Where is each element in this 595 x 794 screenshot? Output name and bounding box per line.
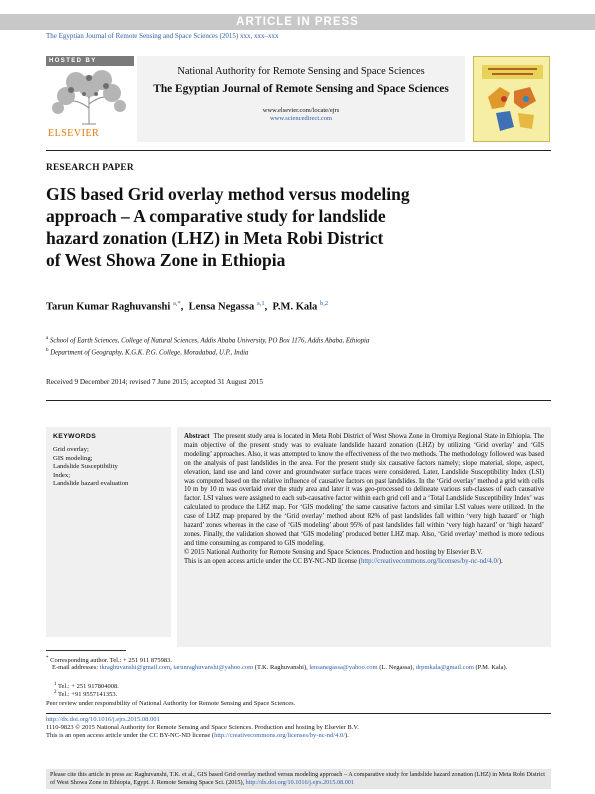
author-marks[interactable]: a,*: [172, 300, 181, 307]
abstract-box: [177, 427, 551, 647]
keywords-heading: KEYWORDS: [53, 433, 97, 440]
footnote-mark: 2: [54, 690, 57, 695]
author-list: Tarun Kumar Raghuvanshi $^{a,*}$, Lensa Negassa $^{a,1}$, P.M. Kala $^{b,2}$: [46, 300, 329, 313]
email-link[interactable]: lensanegassa@yahoo.com: [309, 664, 378, 671]
email-owner: (P.M. Kala).: [475, 664, 508, 671]
keyword-item: Landslide Susceptibility: [53, 463, 118, 470]
footnote-corresponding: * Corresponding author. Tel.: + 251 911 875983.: [46, 656, 172, 665]
author-name: P.M. Kala: [272, 301, 318, 313]
elsevier-tree-icon: [46, 68, 132, 126]
cover-art-icon: [474, 57, 550, 142]
hosted-by-label: HOSTED BY: [46, 56, 134, 66]
hosted-by-block: [46, 56, 134, 142]
affiliation-mark: a: [46, 336, 49, 341]
received-rule: [46, 400, 551, 401]
affiliation-b: [46, 348, 551, 356]
license-suffix: ).: [498, 557, 503, 565]
footnote-emails: E-mail addresses: tkraghuvanshi@gmail.com, tarunraghuvanshi@yahoo.com (T.K. Raghuvanshi), lensanegassa@yahoo.com (L. Negassa), drpmkala@gmail.com (P.M. Kala).: [52, 664, 508, 671]
keyword-item: Landslide hazard evaluation: [53, 480, 129, 487]
email-link[interactable]: tkraghuvanshi@gmail.com: [99, 664, 171, 671]
affiliation-text: Department of Geography, K.G.K. P.G. College, Moradabad, U.P., India: [50, 349, 249, 357]
keywords-box: [46, 427, 171, 637]
license-link[interactable]: http://creativecommons.org/licenses/by-nc-nd/4.0/: [214, 732, 345, 739]
elsevier-url[interactable]: www.elsevier.com/locate/ejrs: [262, 106, 340, 114]
tel2-text: Tel.: +91 9557141353.: [58, 691, 118, 699]
sciencedirect-url[interactable]: www.sciencedirect.com: [269, 114, 333, 122]
footer-separator: [46, 713, 551, 714]
email-link[interactable]: tarunraghuvanshi@yahoo.com: [173, 664, 254, 671]
abstract-label: Abstract: [184, 433, 210, 440]
header-rule: [46, 150, 551, 151]
tel1-text: Tel.: + 251 917804008.: [58, 683, 119, 691]
citation-text: Please cite this article in press as: Raghuvanshi, T.K. et al., GIS based Grid overlay method versus modeling approach – A comparative study for landslide hazard zonation (LHZ) in Meta Robi District of West Showa Zone in Ethiopia, Egypt. J. Remote Sensing Space Sci. (2015),: [50, 771, 545, 787]
title-line: of West Showa Zone in Ethiopia: [46, 250, 286, 270]
peer-review-note: Peer review under responsibility of National Authority for Remote Sensing and Space Sciences.: [46, 700, 296, 707]
journal-header-block: [137, 56, 465, 142]
abstract-text: The present study area is located in Meta Robi District of West Showa Zone in Oromiya Regional State in Ethiopia. The main objective of the present study was to evaluate landslide hazard zonation (LHZ) by utilizing ‘Grid overlay’ and ‘GIS modeling’ approaches. Also, it was attempted to know the effectiveness of the two methods. The methodology followed was based on the analysis of past landslides in the area. For the present study six causative factors namely; slope material, slope, aspect, elevation, land use and land cover and groundwater surface traces were considered. Later, Landslide Susceptibility Index (LSI) was computed based on the relative influence of causative factors on past landslides. In the ‘Grid overlay’ method a grid with cells 10 m by 10 m was overlaid over the study area and later it was geo-processed to delineate various sub-classes of each causative factor. LSI values were assigned to each sub-causative factor within each grid cell and a ‘Total Landslide Susceptibility Index’ was calculated to produce the LHZ map. For ‘GIS modeling’ the same causative factors and similar LSI values were utilized. In the case of LHZ map prepared by the ‘Grid overlay’ method about 82% of past landslides fall within ‘very high hazard’ or ‘high hazard’ zones whereas in the case of ‘GIS modeling’ about 95% of past landslides fall within ‘very high hazard’ or ‘high hazard’ zones. Finally, the validation showed that ‘GIS modeling’ produced better LHZ map. Also, ‘Grid overlay’ method is more tedious and time consuming as compared to GIS modeling.: [184, 433, 544, 547]
title-line: hazard zonation (LHZ) in Meta Robi District: [46, 228, 384, 248]
keyword-item: GIS modeling;: [53, 454, 93, 462]
license-line: [46, 732, 551, 740]
journal-title: The Egyptian Journal of Remote Sensing and Space Sciences: [153, 83, 449, 95]
email-link[interactable]: drpmkala@gmail.com: [415, 664, 474, 671]
citation-box: [46, 769, 551, 789]
author-marks[interactable]: b,2: [319, 300, 329, 307]
journal-urls: [137, 107, 465, 123]
citation-doi[interactable]: http://dx.doi.org/10.1016/j.ejrs.2015.08.001: [245, 779, 354, 787]
email-owner: (L. Negassa),: [379, 664, 415, 671]
author-name: Lensa Negassa: [188, 301, 255, 313]
footnote-tel2: [46, 689, 551, 699]
affiliation-mark: b: [46, 348, 49, 353]
doi-url[interactable]: http://dx.doi.org/10.1016/j.ejrs.2015.08.001: [46, 716, 160, 723]
email-label: E-mail addresses:: [52, 664, 99, 671]
license-prefix: This is an open access article under the CC BY-NC-ND license (: [184, 557, 361, 565]
affiliation-text: School of Earth Sciences, College of Natural Sciences, Addis Ababa University, PO Box 1176, Addis Ababa, Ethiopia: [49, 337, 370, 345]
keyword-item: Grid overlay;: [53, 446, 89, 453]
footnote-rule: [46, 650, 126, 651]
corresponding-text: Corresponding author. Tel.: + 251 911 875983.: [50, 657, 172, 665]
article-title: [46, 183, 486, 271]
article-in-press-banner: ARTICLE IN PRESS: [0, 14, 595, 30]
license-suffix: ).: [345, 732, 349, 739]
section-label: RESEARCH PAPER: [46, 163, 134, 173]
elsevier-logo-text: ELSEVIER: [48, 128, 100, 139]
author-name: Tarun Kumar Raghuvanshi: [46, 301, 171, 313]
issn-line: 1110-9823 © 2015 National Authority for Remote Sensing and Space Sciences. Production and hosting by Elsevier B.V.: [46, 724, 359, 731]
received-dates: Received 9 December 2014; revised 7 June 2015; accepted 31 August 2015: [46, 378, 263, 386]
journal-citation-line[interactable]: The Egyptian Journal of Remote Sensing and Space Sciences (2015) xxx, xxx–xxx: [46, 32, 279, 40]
title-line: approach – A comparative study for landslide: [46, 206, 386, 226]
authority-name: National Authority for Remote Sensing and Space Sciences: [177, 66, 425, 77]
license-link[interactable]: http://creativecommons.org/licenses/by-nc-nd/4.0/: [360, 557, 499, 565]
abstract-copyright: © 2015 National Authority for Remote Sensing and Space Sciences. Production and hosting by Elsevier B.V.: [184, 548, 483, 556]
abstract-license: [184, 558, 544, 567]
affiliation-a: [46, 336, 551, 344]
license-prefix: This is an open access article under the CC BY-NC-ND license (: [46, 732, 215, 739]
email-owner: (T.K. Raghuvanshi),: [254, 664, 308, 671]
keywords-list: [53, 446, 164, 489]
keyword-item: Index;: [53, 471, 71, 479]
title-line: GIS based Grid overlay method versus modeling: [46, 184, 410, 204]
author-marks[interactable]: a,1: [256, 300, 265, 307]
journal-cover-image: [473, 56, 550, 142]
footnote-mark: 1: [54, 682, 57, 687]
